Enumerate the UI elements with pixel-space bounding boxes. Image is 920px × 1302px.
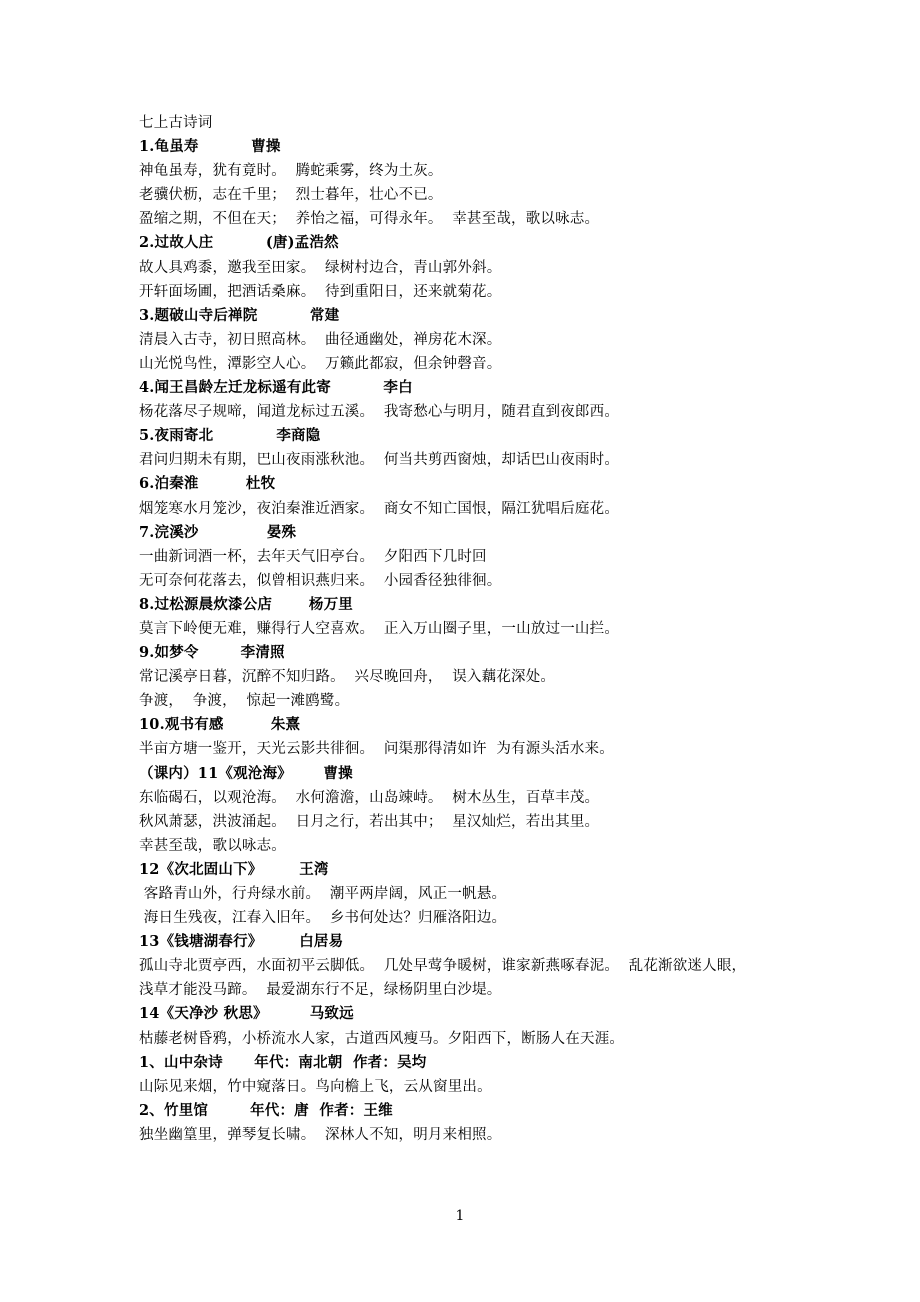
poem-heading: 1.龟虽寿 曹操 xyxy=(139,138,281,156)
poem-line: 盈缩之期，不但在天； 养怡之福，可得永年。 幸甚至哉，歌以咏志。 xyxy=(139,211,600,228)
poem-line: 幸甚至哉，歌以咏志。 xyxy=(139,837,286,854)
poem-heading: 9.如梦令 李清照 xyxy=(139,644,285,662)
poem-heading: 2、竹里馆 年代：唐 作者：王维 xyxy=(139,1101,393,1119)
poem-heading: 8.过松源晨炊漆公店 杨万里 xyxy=(139,595,353,613)
poem-heading: 7.浣溪沙 晏殊 xyxy=(139,523,297,541)
poem-heading: 4.闻王昌龄左迁龙标遥有此寄 李白 xyxy=(139,379,413,397)
poem-line: 东临碣石，以观沧海。 水何澹澹，山岛竦峙。 树木丛生，百草丰茂。 xyxy=(139,789,600,806)
poem-line: 枯藤老树昏鸦，小桥流水人家，古道西风瘦马。夕阳西下，断肠人在天涯。 xyxy=(139,1030,625,1047)
poem-line: 老骥伏枥，志在千里； 烈士暮年，壮心不已。 xyxy=(139,187,443,204)
poem-line: 一曲新词酒一杯，去年天气旧亭台。 夕阳西下几时回 xyxy=(139,548,487,565)
poem-line: 清晨入古寺，初日照高林。 曲径通幽处，禅房花木深。 xyxy=(139,331,502,348)
document-title: 七上古诗词 xyxy=(139,115,213,131)
poem-line: 常记溪亭日暮，沉醉不知归路。 兴尽晚回舟， 误入藕花深处。 xyxy=(139,669,556,686)
poem-line: 争渡， 争渡， 惊起一滩鸥鹭。 xyxy=(139,693,350,710)
poem-line: 独坐幽篁里，弹琴复长啸。 深林人不知，明月来相照。 xyxy=(139,1126,502,1143)
poem-line: 莫言下岭便无难，赚得行人空喜欢。 正入万山圈子里，一山放过一山拦。 xyxy=(139,620,620,637)
poem-heading: （课内）11《观沧海》 曹操 xyxy=(139,764,353,782)
poem-heading: 13《钱塘湖春行》 白居易 xyxy=(139,933,344,951)
poem-heading: 10.观书有感 朱熹 xyxy=(139,716,301,734)
poem-line: 孤山寺北贾亭西，水面初平云脚低。 几处早莺争暖树，谁家新燕啄春泥。 乱花渐欲迷人眼， xyxy=(139,958,747,975)
poem-line: 山光悦鸟性，潭影空人心。 万籁此都寂，但余钟磬音。 xyxy=(139,355,502,372)
poem-line: 开轩面场圃，把酒话桑麻。 待到重阳日，还来就菊花。 xyxy=(139,283,502,300)
poem-line: 杨花落尽子规啼，闻道龙标过五溪。 我寄愁心与明月，随君直到夜郎西。 xyxy=(139,404,620,421)
document-body xyxy=(139,111,839,1147)
poem-heading: 2.过故人庄 (唐)孟浩然 xyxy=(139,234,339,252)
poem-heading: 1、山中杂诗 年代：南北朝 作者：吴均 xyxy=(139,1053,427,1071)
poem-line: 秋风萧瑟，洪波涌起。 日月之行，若出其中； 星汉灿烂，若出其里。 xyxy=(139,813,600,830)
poem-line: 客路青山外，行舟绿水前。 潮平两岸阔，风正一帆悬。 xyxy=(139,886,507,902)
poem-line: 浅草才能没马蹄。 最爱湖东行不足，绿杨阴里白沙堤。 xyxy=(139,982,502,999)
poem-heading: 14《天净沙 秋思》 马致远 xyxy=(139,1005,354,1023)
poem-line: 烟笼寒水月笼沙，夜泊秦淮近酒家。 商女不知亡国恨，隔江犹唱后庭花。 xyxy=(139,500,620,517)
poem-heading: 3.题破山寺后禅院 常建 xyxy=(139,306,340,324)
poem-line: 海日生残夜，江春入旧年。 乡书何处达？归雁洛阳边。 xyxy=(139,910,507,927)
poem-heading: 6.泊秦淮 杜牧 xyxy=(139,475,276,493)
poem-line: 故人具鸡黍，邀我至田家。 绿树村边合，青山郭外斜。 xyxy=(139,259,502,276)
poem-line: 无可奈何花落去，似曾相识燕归来。 小园香径独徘徊。 xyxy=(139,572,502,589)
poem-line: 君问归期未有期，巴山夜雨涨秋池。 何当共剪西窗烛，却话巴山夜雨时。 xyxy=(139,452,620,469)
poem-line: 神龟虽寿，犹有竟时。 腾蛇乘雾，终为土灰。 xyxy=(139,163,443,180)
poem-line: 半亩方塘一鉴开，天光云影共徘徊。 问渠那得清如许 为有源头活水来。 xyxy=(139,741,614,758)
poem-heading: 12《次北固山下》 王湾 xyxy=(139,860,329,878)
poem-line: 山际见来烟，竹中窥落日。鸟向檐上飞，云从窗里出。 xyxy=(139,1078,492,1095)
page-number: 1 xyxy=(455,1208,465,1224)
poem-lines xyxy=(139,135,839,1147)
poem-heading: 5.夜雨寄北 李商隐 xyxy=(139,427,321,445)
